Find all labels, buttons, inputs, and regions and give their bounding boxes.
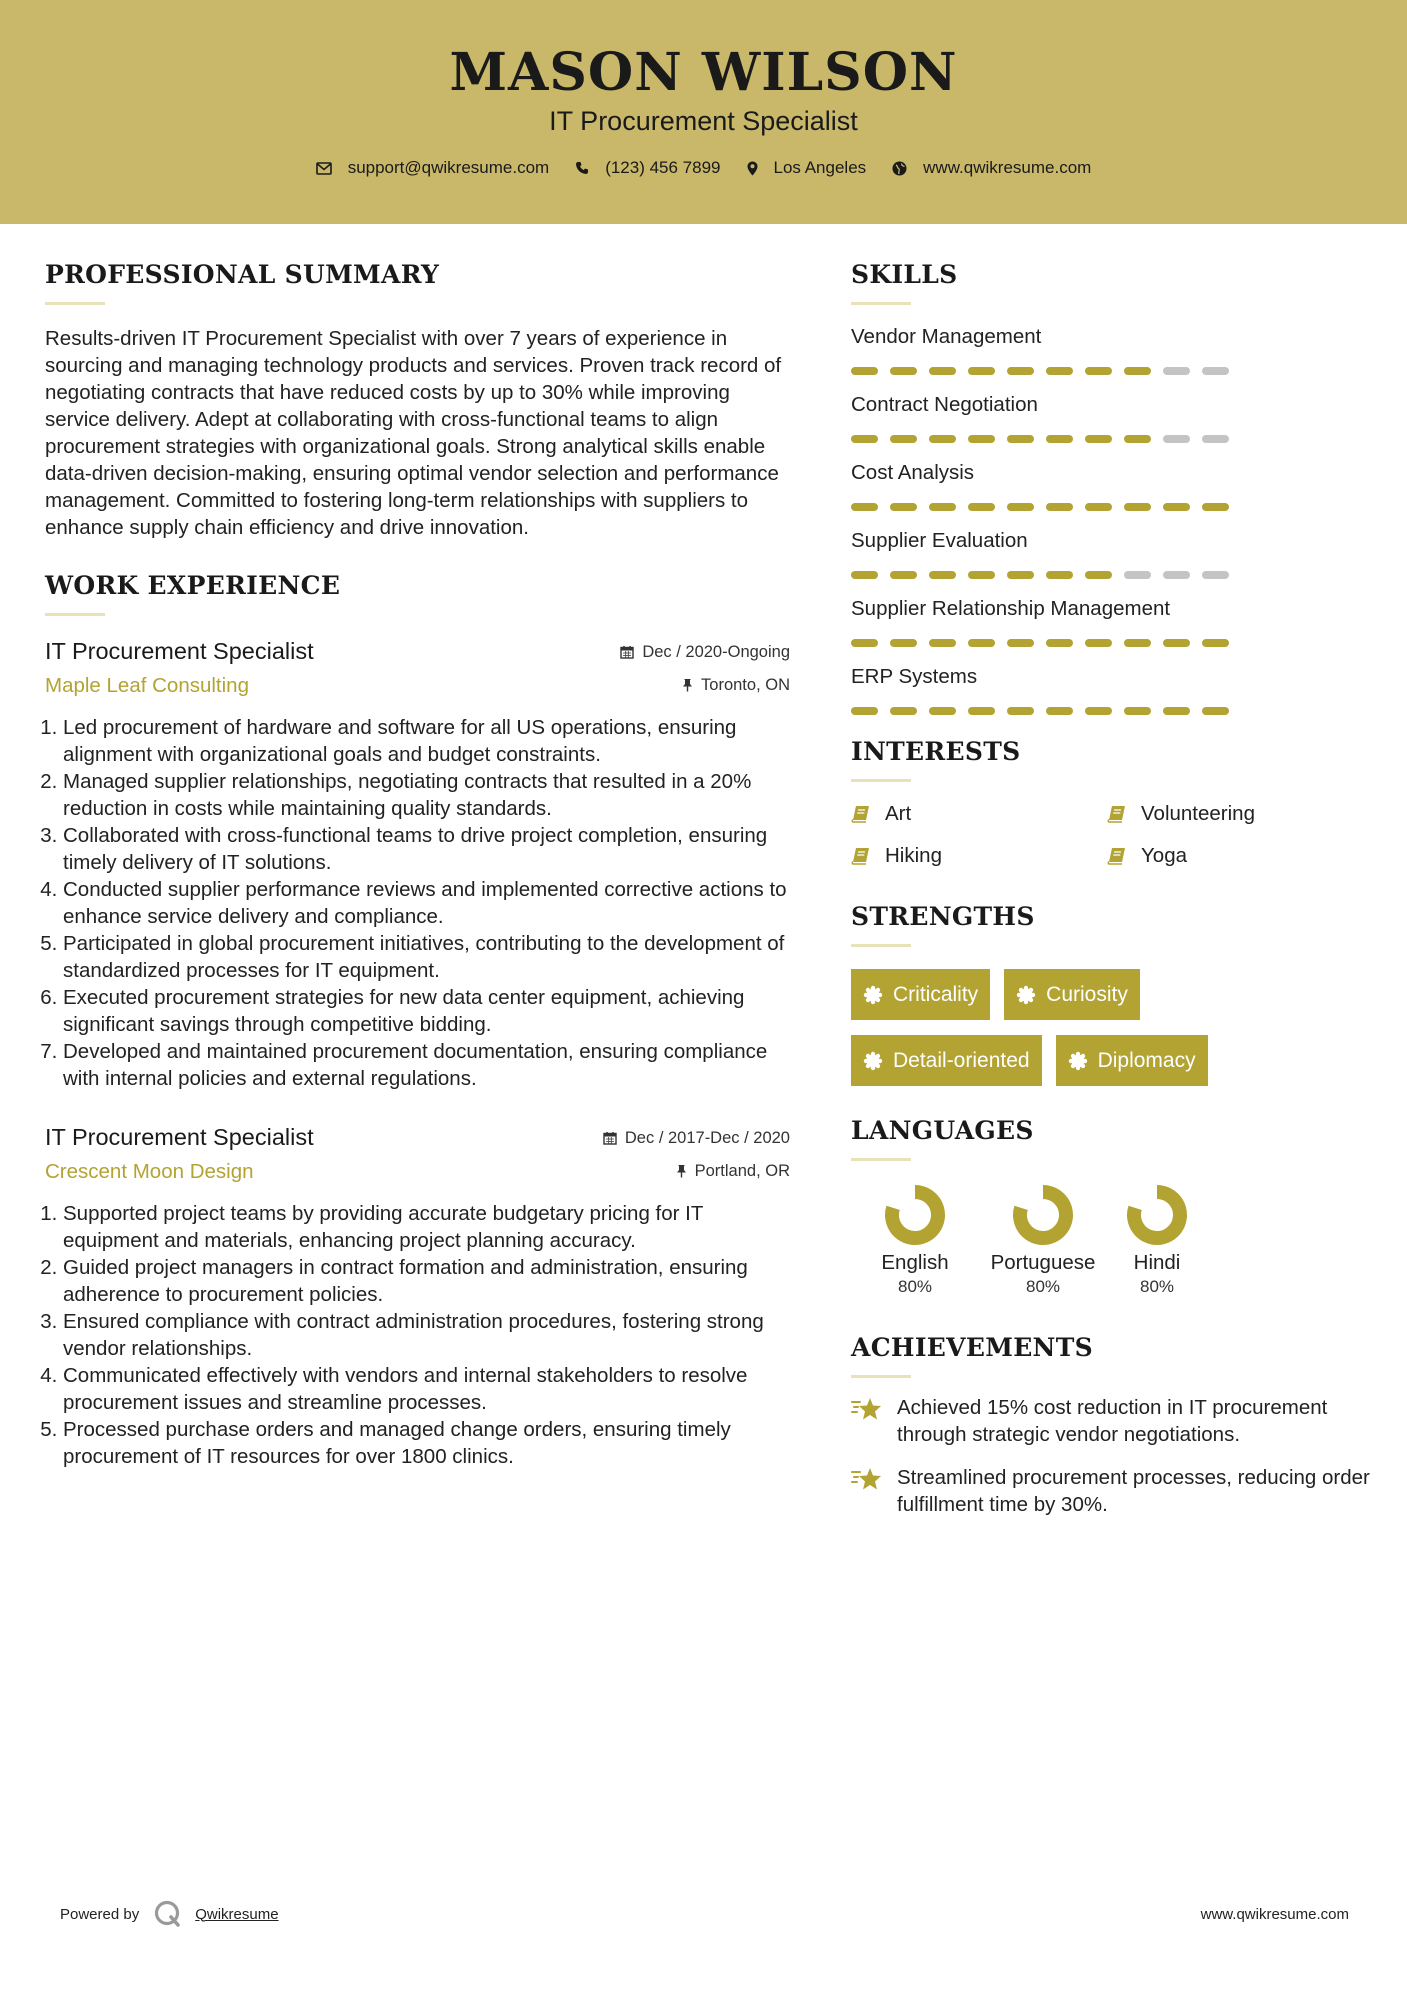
company-name: Maple Leaf Consulting bbox=[45, 674, 249, 697]
skill-level-segment bbox=[1124, 435, 1151, 443]
job-dates-text: Dec / 2020-Ongoing bbox=[642, 642, 790, 661]
interest-label: Volunteering bbox=[1141, 802, 1255, 825]
skill-level-segment bbox=[1124, 571, 1151, 579]
job-subheader bbox=[45, 674, 790, 698]
skill-level-segment bbox=[1202, 639, 1229, 647]
skill-level-segment bbox=[851, 707, 878, 715]
section-divider bbox=[45, 302, 105, 305]
skill-level-segment bbox=[1085, 707, 1112, 715]
languages-section bbox=[851, 1116, 1371, 1297]
interest-label: Hiking bbox=[885, 844, 942, 867]
job-entry bbox=[45, 1124, 790, 1470]
skill-level-segment bbox=[1007, 707, 1034, 715]
skill-row bbox=[851, 461, 1371, 511]
skill-level-segment bbox=[929, 367, 956, 375]
candidate-name: MASON WILSON bbox=[449, 42, 958, 103]
duty-item: 2. Guided project managers in contract formation and administration, ensuring adherence to procurement policies. bbox=[63, 1254, 790, 1308]
skill-level-segment bbox=[1163, 571, 1190, 579]
skill-name: ERP Systems bbox=[851, 665, 978, 688]
book-icon bbox=[1107, 847, 1127, 865]
skill-level-bar bbox=[851, 639, 1371, 647]
strength-label: Diplomacy bbox=[1097, 1048, 1196, 1072]
skill-level-segment bbox=[1202, 435, 1229, 443]
globe-icon bbox=[892, 161, 907, 176]
contact-location-text: Los Angeles bbox=[773, 158, 867, 177]
contact-phone[interactable] bbox=[575, 158, 720, 178]
skill-level-segment bbox=[1007, 435, 1034, 443]
badge-icon bbox=[863, 985, 883, 1005]
badge-icon bbox=[1068, 1051, 1088, 1071]
duty-item: 3. Collaborated with cross-functional teams to drive project completion, ensuring timely delivery of IT solutions. bbox=[63, 822, 790, 876]
calendar-icon bbox=[603, 1131, 617, 1145]
candidate-title: IT Procurement Specialist bbox=[549, 106, 858, 136]
skill-name: Vendor Management bbox=[851, 325, 1042, 348]
skill-level-segment bbox=[929, 435, 956, 443]
skill-level-segment bbox=[851, 639, 878, 647]
achievements-section bbox=[851, 1333, 1371, 1518]
skill-level-segment bbox=[1085, 435, 1112, 443]
language-percent: 80% bbox=[1139, 1277, 1175, 1296]
section-divider bbox=[851, 302, 911, 305]
skill-level-segment bbox=[851, 571, 878, 579]
summary-section bbox=[45, 260, 790, 541]
section-divider bbox=[851, 779, 911, 782]
qwikresume-logo-icon bbox=[153, 1899, 183, 1929]
section-divider bbox=[851, 944, 911, 947]
star-award-icon bbox=[851, 1396, 885, 1422]
interest-item bbox=[851, 802, 1107, 826]
language-gauge bbox=[883, 1183, 947, 1247]
skill-level-segment bbox=[851, 503, 878, 511]
strength-list bbox=[851, 969, 1311, 1101]
interest-list bbox=[851, 802, 1371, 868]
skill-level-segment bbox=[1046, 639, 1073, 647]
job-location bbox=[676, 1162, 790, 1181]
strength-label: Curiosity bbox=[1046, 982, 1128, 1006]
skill-row bbox=[851, 597, 1371, 647]
summary-heading: PROFESSIONAL SUMMARY bbox=[45, 260, 440, 289]
language-name: Hindi bbox=[1133, 1251, 1181, 1274]
skill-name: Cost Analysis bbox=[851, 461, 975, 484]
achievement-list bbox=[851, 1394, 1371, 1518]
skill-row bbox=[851, 529, 1371, 579]
duty-item: 6. Executed procurement strategies for new data center equipment, achieving significant savings through competitive bidding. bbox=[63, 984, 790, 1038]
skill-level-segment bbox=[1124, 707, 1151, 715]
language-list bbox=[851, 1183, 1371, 1297]
skill-name: Contract Negotiation bbox=[851, 393, 1038, 416]
duty-item: 1. Supported project teams by providing accurate budgetary pricing for IT equipment and materials, enhancing project planning accuracy. bbox=[63, 1200, 790, 1254]
section-divider bbox=[851, 1375, 911, 1378]
achievement-text: Achieved 15% cost reduction in IT procurement through strategic vendor negotiations. bbox=[897, 1396, 1328, 1446]
job-location-text: Toronto, ON bbox=[701, 675, 790, 694]
strengths-heading: STRENGTHS bbox=[851, 902, 1035, 931]
skill-level-segment bbox=[1046, 435, 1073, 443]
skill-row bbox=[851, 665, 1371, 715]
skill-level-segment bbox=[1046, 707, 1073, 715]
skill-level-segment bbox=[890, 503, 917, 511]
strengths-section bbox=[851, 902, 1371, 1101]
interest-item bbox=[1107, 802, 1307, 826]
contact-location bbox=[747, 158, 867, 178]
map-marker-icon bbox=[747, 161, 758, 176]
skill-level-segment bbox=[1124, 503, 1151, 511]
skill-level-segment bbox=[1046, 571, 1073, 579]
language-item bbox=[851, 1183, 979, 1297]
contact-email[interactable] bbox=[316, 158, 550, 178]
language-percent: 80% bbox=[1025, 1277, 1061, 1296]
strength-tag bbox=[851, 1035, 1042, 1086]
contact-website[interactable] bbox=[892, 158, 1091, 178]
powered-by-label: Powered by bbox=[60, 1905, 140, 1923]
skill-level-segment bbox=[1046, 367, 1073, 375]
skill-level-segment bbox=[1202, 503, 1229, 511]
skill-level-segment bbox=[968, 367, 995, 375]
job-location bbox=[682, 676, 790, 695]
skill-level-segment bbox=[1202, 367, 1229, 375]
language-name: Portuguese bbox=[990, 1251, 1096, 1274]
skill-level-segment bbox=[1046, 503, 1073, 511]
skills-section bbox=[851, 260, 1371, 715]
skill-level-segment bbox=[890, 707, 917, 715]
skill-level-segment bbox=[1007, 571, 1034, 579]
duty-list bbox=[45, 1200, 790, 1470]
job-title: IT Procurement Specialist bbox=[45, 1124, 314, 1150]
skill-level-bar bbox=[851, 571, 1371, 579]
duty-item: 5. Participated in global procurement initiatives, contributing to the development of standardized processes for IT equipment. bbox=[63, 930, 790, 984]
skills-heading: SKILLS bbox=[851, 260, 958, 289]
language-gauge bbox=[1125, 1183, 1189, 1247]
skill-row bbox=[851, 325, 1371, 375]
badge-icon bbox=[863, 1051, 883, 1071]
skill-level-segment bbox=[1007, 367, 1034, 375]
skill-level-bar bbox=[851, 367, 1371, 375]
skill-level-segment bbox=[968, 435, 995, 443]
skill-level-segment bbox=[851, 367, 878, 375]
skill-level-segment bbox=[1202, 571, 1229, 579]
book-icon bbox=[851, 805, 871, 823]
badge-icon bbox=[1016, 985, 1036, 1005]
duty-item: 4. Conducted supplier performance reviews and implemented corrective actions to enhance service delivery and compliance. bbox=[63, 876, 790, 930]
skill-level-segment bbox=[1007, 639, 1034, 647]
language-name: English bbox=[881, 1251, 949, 1274]
left-column bbox=[45, 260, 790, 1470]
interests-heading: INTERESTS bbox=[851, 737, 1021, 766]
job-header bbox=[45, 638, 790, 665]
experience-heading: WORK EXPERIENCE bbox=[45, 571, 341, 600]
summary-text: Results-driven IT Procurement Specialist with over 7 years of experience in sourcing and managing technology products and services. Proven track record of negotiating contracts that have reduced costs by up to 30% while improving service delivery. Adept at collaborating with cross-functional teams to align procurement strategies with organizational goals. Strong analytical skills enable data-driven decision-making, ensuring optimal vendor selection and performance management. Committed to fostering long-term relationships with suppliers to enhance supply chain efficiency and drive innovation. bbox=[45, 327, 782, 539]
skill-level-segment bbox=[929, 639, 956, 647]
job-dates bbox=[603, 1129, 790, 1148]
skill-level-segment bbox=[890, 367, 917, 375]
skill-level-segment bbox=[1163, 367, 1190, 375]
section-divider bbox=[45, 613, 105, 616]
job-dates bbox=[620, 643, 790, 662]
qwikresume-link[interactable]: Qwikresume bbox=[195, 1905, 279, 1923]
language-gauge-arc bbox=[1020, 1192, 1066, 1238]
skill-level-segment bbox=[1163, 503, 1190, 511]
calendar-icon bbox=[620, 645, 634, 659]
pushpin-icon bbox=[676, 1164, 687, 1178]
skill-level-segment bbox=[1163, 707, 1190, 715]
skill-level-segment bbox=[1202, 707, 1229, 715]
book-icon bbox=[1107, 805, 1127, 823]
interests-section bbox=[851, 737, 1371, 868]
skill-level-segment bbox=[890, 571, 917, 579]
duty-item: 2. Managed supplier relationships, negotiating contracts that resulted in a 20% reduction in costs while maintaining quality standards. bbox=[63, 768, 790, 822]
language-gauge-arc bbox=[1134, 1192, 1180, 1238]
contact-email-text: support@qwikresume.com bbox=[347, 158, 550, 177]
envelope-icon bbox=[316, 162, 332, 175]
job-subheader bbox=[45, 1160, 790, 1184]
skill-level-bar bbox=[851, 503, 1371, 511]
skill-row bbox=[851, 393, 1371, 443]
duty-item: 3. Ensured compliance with contract administration procedures, fostering strong vendor relationships. bbox=[63, 1308, 790, 1362]
resume-header bbox=[0, 0, 1407, 224]
skill-level-segment bbox=[890, 639, 917, 647]
job-entry bbox=[45, 638, 790, 1092]
skill-level-segment bbox=[1085, 367, 1112, 375]
job-title: IT Procurement Specialist bbox=[45, 638, 314, 664]
skill-level-segment bbox=[968, 639, 995, 647]
language-gauge bbox=[1011, 1183, 1075, 1247]
star-award-icon bbox=[851, 1466, 885, 1492]
skill-level-segment bbox=[968, 503, 995, 511]
skill-level-segment bbox=[929, 503, 956, 511]
language-gauge-arc bbox=[892, 1192, 938, 1238]
job-header bbox=[45, 1124, 790, 1151]
language-item bbox=[1107, 1183, 1207, 1297]
interest-label: Art bbox=[885, 802, 912, 825]
skill-level-segment bbox=[968, 571, 995, 579]
skill-level-segment bbox=[1163, 435, 1190, 443]
skill-level-segment bbox=[929, 571, 956, 579]
skill-level-segment bbox=[851, 435, 878, 443]
achievement-item bbox=[851, 1394, 1371, 1448]
section-divider bbox=[851, 1158, 911, 1161]
duty-item: 7. Developed and maintained procurement documentation, ensuring compliance with internal policies and external regulations. bbox=[63, 1038, 790, 1092]
skill-level-segment bbox=[1124, 639, 1151, 647]
duty-item: 4. Communicated effectively with vendors and internal stakeholders to resolve procurement issues and streamline processes. bbox=[63, 1362, 790, 1416]
footer-powered-by bbox=[60, 1899, 279, 1929]
duty-list bbox=[45, 714, 790, 1092]
strength-tag bbox=[1056, 1035, 1208, 1086]
contact-website-text: www.qwikresume.com bbox=[923, 158, 1092, 177]
achievement-item bbox=[851, 1464, 1371, 1518]
interest-label: Yoga bbox=[1141, 844, 1187, 867]
languages-heading: LANGUAGES bbox=[851, 1116, 1034, 1145]
skill-level-segment bbox=[1085, 571, 1112, 579]
achievement-text: Streamlined procurement processes, reducing order fulfillment time by 30%. bbox=[897, 1466, 1370, 1516]
language-percent: 80% bbox=[897, 1277, 933, 1296]
interest-item bbox=[851, 844, 1107, 868]
strength-label: Detail-oriented bbox=[893, 1048, 1030, 1072]
language-item bbox=[979, 1183, 1107, 1297]
contact-phone-text: (123) 456 7899 bbox=[605, 158, 721, 177]
skill-level-segment bbox=[1163, 639, 1190, 647]
skill-level-bar bbox=[851, 435, 1371, 443]
strength-tag bbox=[851, 969, 990, 1020]
duty-item: 1. Led procurement of hardware and software for all US operations, ensuring alignment with organizational goals and budget constraints. bbox=[63, 714, 790, 768]
skill-list bbox=[851, 325, 1371, 715]
job-dates-text: Dec / 2017-Dec / 2020 bbox=[624, 1128, 790, 1147]
duty-item: 5. Processed purchase orders and managed change orders, ensuring timely procurement of IT resources for over 1800 clinics. bbox=[63, 1416, 790, 1470]
phone-icon bbox=[575, 161, 589, 175]
job-location-text: Portland, OR bbox=[694, 1161, 790, 1180]
skill-level-segment bbox=[1007, 503, 1034, 511]
skill-level-segment bbox=[890, 435, 917, 443]
skill-level-segment bbox=[929, 707, 956, 715]
skill-level-segment bbox=[1085, 503, 1112, 511]
skill-level-segment bbox=[968, 707, 995, 715]
skill-level-segment bbox=[1085, 639, 1112, 647]
company-name: Crescent Moon Design bbox=[45, 1160, 254, 1183]
strength-tag bbox=[1004, 969, 1140, 1020]
skill-level-bar bbox=[851, 707, 1371, 715]
skill-name: Supplier Evaluation bbox=[851, 529, 1028, 552]
footer-url[interactable]: www.qwikresume.com bbox=[1200, 1906, 1349, 1923]
pushpin-icon bbox=[682, 678, 693, 692]
skill-name: Supplier Relationship Management bbox=[851, 597, 1171, 620]
contact-bar bbox=[0, 158, 1407, 178]
skill-level-segment bbox=[1124, 367, 1151, 375]
job-list bbox=[45, 638, 790, 1470]
right-column bbox=[851, 260, 1371, 1518]
book-icon bbox=[851, 847, 871, 865]
strength-label: Criticality bbox=[893, 982, 979, 1006]
achievements-heading: ACHIEVEMENTS bbox=[851, 1333, 1093, 1362]
interest-item bbox=[1107, 844, 1307, 868]
experience-section bbox=[45, 571, 790, 1470]
